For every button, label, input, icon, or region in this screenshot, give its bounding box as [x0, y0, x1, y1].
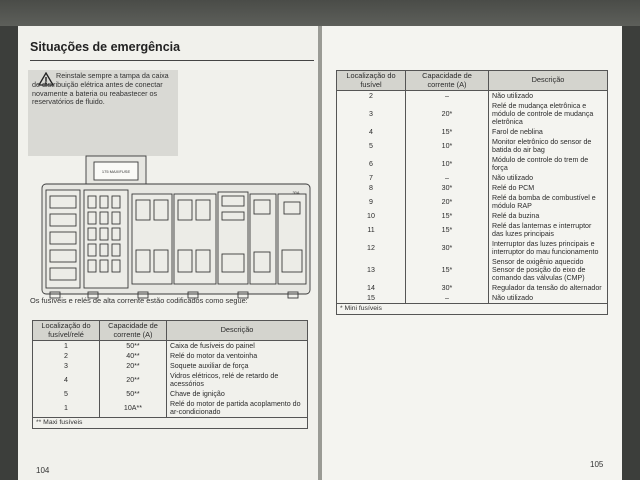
table-footnote-row — [337, 304, 608, 315]
cell-capacity: 10A** — [100, 399, 167, 418]
cell-location: 8 — [369, 184, 373, 192]
table-row — [337, 91, 608, 102]
table-row — [33, 351, 308, 361]
table-row — [337, 293, 608, 304]
cell-location: 4 — [64, 376, 68, 384]
cell-capacity: 40** — [100, 351, 167, 361]
cell-description: Relé do motor da ventoinha — [167, 351, 308, 361]
col-capacity: Capacidade de corrente (A) — [100, 321, 167, 341]
left-page — [18, 26, 318, 480]
table-row — [33, 389, 308, 399]
cell-description: Relé da bomba de combustível e módulo RAP — [489, 193, 608, 211]
table-row — [337, 221, 608, 239]
col-location: Localização do fusível/relé — [33, 321, 100, 341]
table-row — [337, 127, 608, 137]
cell-location: 15 — [367, 294, 375, 302]
cell-description: Não utilizado — [489, 91, 608, 102]
cell-description: Relé da buzina — [489, 211, 608, 221]
cell-description: Módulo de controle do trem de força — [489, 155, 608, 173]
diagram-label-30a: 30A — [292, 190, 300, 195]
cell-location: 13 — [367, 266, 375, 274]
cell-description: Relé das lanternas e interruptor das luzes principais — [489, 221, 608, 239]
warning-text: Reinstale sempre a tampa da caixa de distribuição elétrica antes de conectar novamente a bateria ou reabastecer os reservatórios de fluido. — [32, 71, 169, 107]
warning-box — [28, 70, 178, 156]
page-number: 104 — [36, 466, 50, 475]
cell-location: 2 — [369, 92, 373, 100]
page-number: 105 — [590, 460, 604, 469]
table-header-row — [33, 321, 308, 341]
mini-fuse-table — [336, 70, 608, 315]
fuse-box-diagram — [28, 154, 314, 304]
cell-capacity: – — [406, 293, 489, 304]
cell-capacity: 50** — [100, 389, 167, 399]
cell-location: 2 — [64, 352, 68, 360]
cell-capacity: 20* — [406, 193, 489, 211]
intro-text: Os fusíveis e relés de alta corrente estão codificados como segue: — [30, 296, 248, 305]
cell-description: Relé do PCM — [489, 183, 608, 193]
cell-capacity: 30* — [406, 239, 489, 257]
cell-location: 1 — [64, 404, 68, 412]
cell-description: Farol de neblina — [489, 127, 608, 137]
cell-description: Interruptor das luzes principais e interruptor do mau funcionamento — [489, 239, 608, 257]
col-description: Descrição — [167, 321, 308, 341]
cell-location: 5 — [64, 390, 68, 398]
table-row — [337, 137, 608, 155]
cell-description: Chave de ignição — [167, 389, 308, 399]
table-row — [337, 257, 608, 283]
cell-capacity: – — [406, 173, 489, 183]
table-row — [337, 183, 608, 193]
table-row — [337, 173, 608, 183]
cell-location: 3 — [64, 362, 68, 370]
background-top — [0, 0, 640, 26]
cell-location: 14 — [367, 284, 375, 292]
title-rule — [30, 60, 314, 61]
cell-capacity: 20* — [406, 101, 489, 127]
cell-location: 9 — [369, 198, 373, 206]
cell-description: Vidros elétricos, relé de retardo de acessórios — [167, 371, 308, 389]
cell-location: 6 — [369, 160, 373, 168]
cell-capacity: 15* — [406, 211, 489, 221]
col-description: Descrição — [489, 71, 608, 91]
cell-capacity: 15* — [406, 127, 489, 137]
table-header-row — [337, 71, 608, 91]
cell-location: 10 — [367, 212, 375, 220]
table-footnote: * Mini fusíveis — [337, 304, 608, 315]
col-capacity: Capacidade de corrente (A) — [406, 71, 489, 91]
table-row — [33, 371, 308, 389]
cell-description: Não utilizado — [489, 293, 608, 304]
cell-location: 1 — [64, 342, 68, 350]
cell-capacity: 30* — [406, 183, 489, 193]
high-current-fuse-table — [32, 320, 308, 429]
cell-location: 3 — [369, 110, 373, 118]
cell-capacity: 10* — [406, 155, 489, 173]
cell-capacity: 10* — [406, 137, 489, 155]
cell-description: Sensor de oxigênio aquecido Sensor de posição do eixo de comando das válvulas (CMP) — [489, 257, 608, 283]
cell-capacity: 20** — [100, 361, 167, 371]
cell-location: 5 — [369, 142, 373, 150]
cell-description: Monitor eletrônico do sensor de batida do air bag — [489, 137, 608, 155]
table-row — [337, 193, 608, 211]
table-row — [33, 361, 308, 371]
cell-capacity: 15* — [406, 257, 489, 283]
page-title: Situações de emergência — [30, 40, 181, 54]
cell-capacity: 30* — [406, 283, 489, 293]
cell-location: 12 — [367, 244, 375, 252]
cell-location: 4 — [369, 128, 373, 136]
table-row — [337, 155, 608, 173]
cell-description: Caixa de fusíveis do painel — [167, 341, 308, 352]
table-footnote: ** Maxi fusíveis — [33, 418, 308, 429]
right-page — [322, 26, 622, 480]
cell-description: Relé do motor de partida acoplamento do ar-condicionado — [167, 399, 308, 418]
table-row — [33, 399, 308, 418]
cell-description: Regulador da tensão do alternador — [489, 283, 608, 293]
cell-location: 11 — [367, 226, 375, 234]
cell-capacity: 15* — [406, 221, 489, 239]
cell-location: 7 — [369, 174, 373, 182]
table-footnote-row — [33, 418, 308, 429]
table-row — [33, 341, 308, 352]
cell-capacity: 50** — [100, 341, 167, 352]
cell-capacity: 20** — [100, 371, 167, 389]
cell-description: Relé de mudança eletrônica e módulo de controle de mudança eletrônica — [489, 101, 608, 127]
col-location: Localização do fusível — [337, 71, 406, 91]
cell-description: Soquete auxiliar de força — [167, 361, 308, 371]
table-row — [337, 211, 608, 221]
diagram-label-maxifuse: 175 MAXIFUSE — [101, 169, 131, 174]
table-row — [337, 239, 608, 257]
cell-capacity: – — [406, 91, 489, 102]
table-row — [337, 101, 608, 127]
table-row — [337, 283, 608, 293]
cell-description: Não utilizado — [489, 173, 608, 183]
